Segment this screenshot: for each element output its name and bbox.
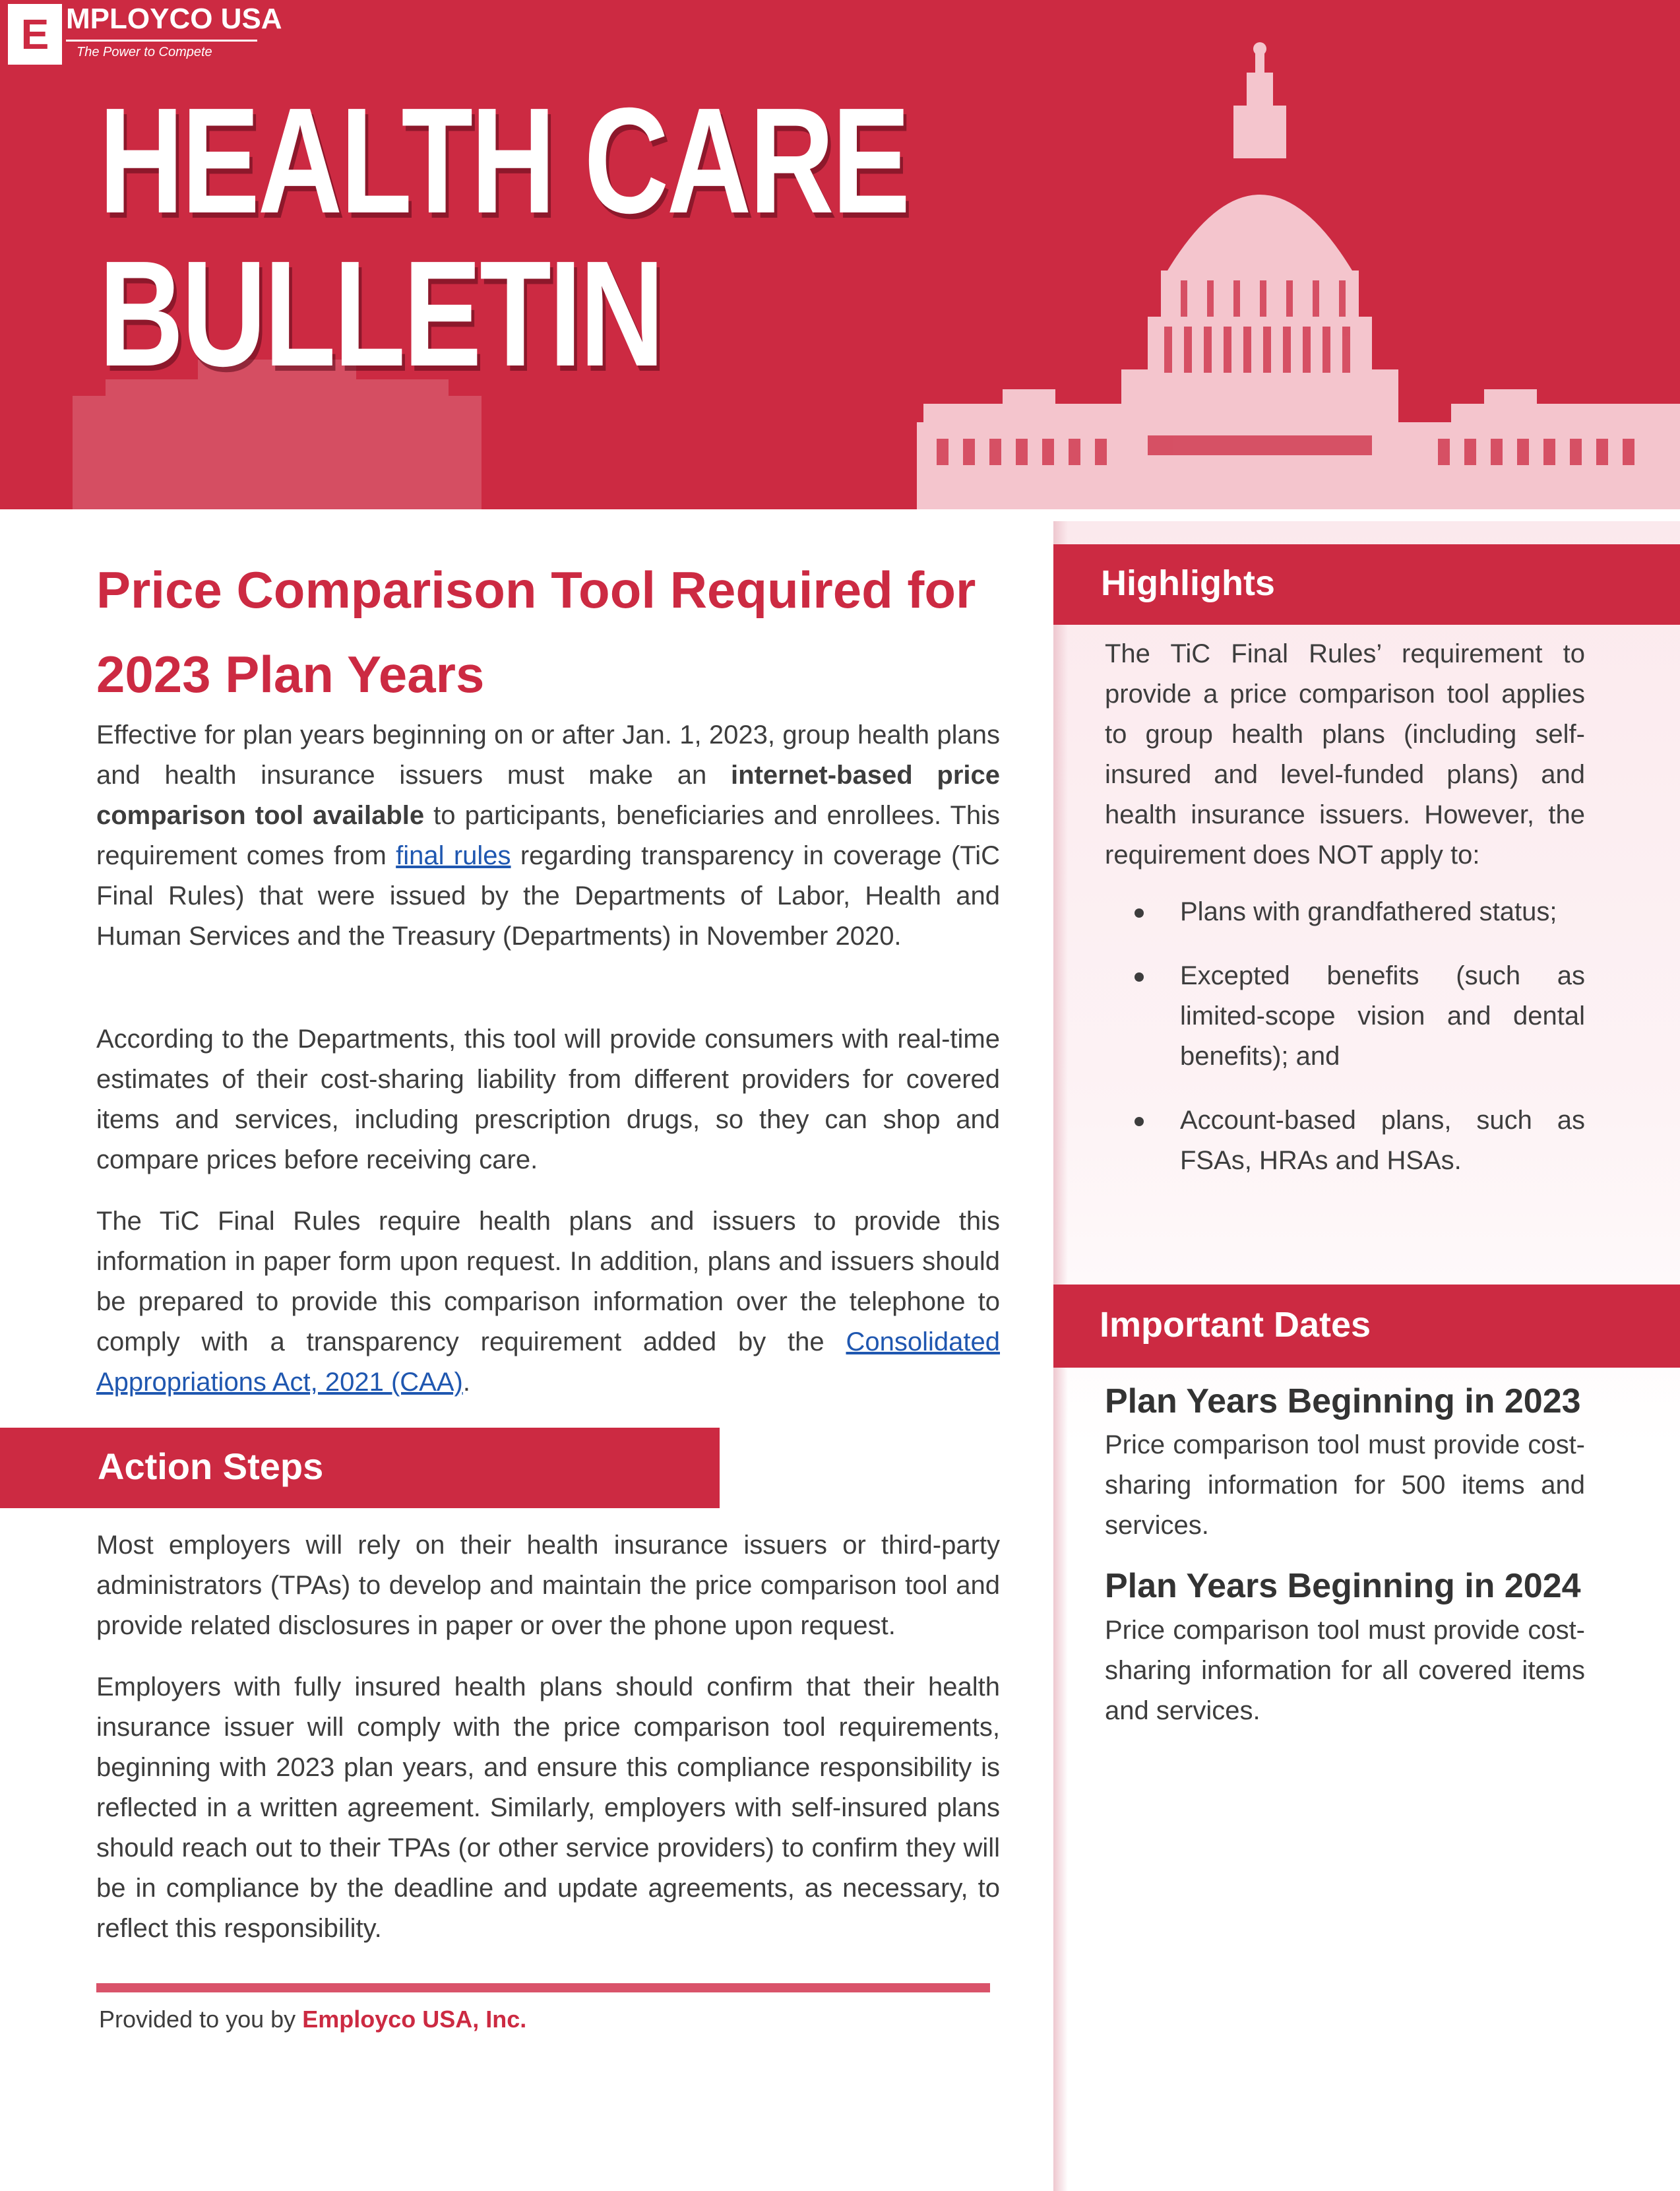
list-item: Plans with grandfathered status; (1105, 892, 1585, 932)
caa-link[interactable]: Consolidated Appropriations Act, 2021 (CAA) (96, 1327, 1000, 1397)
list-item: Excepted benefits (such as limited-scope vision and dental benefits); and (1105, 956, 1585, 1077)
action-steps-header (0, 1428, 720, 1508)
action-paragraph-1: Most employers will rely on their health insurance issuers or third-party administrators (TPAs) to develop and maintain the price comparison tool and provide related disclosures in paper or over the phone upon request. (96, 1531, 1000, 1640)
date-text-2023: Price comparison tool must provide cost-sharing information for 500 items and services. (1105, 1430, 1585, 1540)
bullet-icon (1135, 1117, 1144, 1126)
article-paragraph-3: The TiC Final Rules require health plans and issuers to provide this information in paper form upon request. In addition, plans and issuers should be prepared to provide this comparison information over the telephone to comply with a transparency requirement added by the Consolidated Appropriations Act, 2021 (CAA). (96, 1207, 1000, 1397)
highlights-text: The TiC Final Rules’ requirement to provide a price comparison tool applies to group health plans (including self-insured and level-funded plans) and health insurance issuers. However, the requirement does NOT apply to: (1105, 639, 1585, 870)
final-rules-link[interactable]: final rules (396, 841, 511, 870)
important-dates-heading: Important Dates (1100, 1305, 1371, 1345)
date-heading-2024: Plan Years Beginning in 2024 (1105, 1567, 1581, 1605)
bulletin-title (99, 77, 908, 398)
emphasis-text: internet-based price comparison tool available (96, 761, 1000, 830)
article-paragraph-2: According to the Departments, this tool will provide consumers with real-time estimates of their cost-sharing liability from different providers for covered items and services, including prescription drugs, so they can shop and compare prices before receiving care. (96, 1025, 1000, 1174)
article-paragraph-1: Effective for plan years beginning on or after Jan. 1, 2023, group health plans and health insurance issuers must make an internet-based price comparison tool available to participants, beneficiaries and enrollees. This requirement comes from final rules regarding transparency in coverage (TiC Final Rules) that were issued by the Departments of Labor, Health and Human Services and the Treasury (Departments) in November 2020. (96, 720, 1001, 951)
logo-rule (66, 40, 257, 42)
date-text-2024: Price comparison tool must provide cost-sharing information for all covered items and services. (1105, 1616, 1585, 1725)
logo-name: MPLOYCO USA (66, 3, 282, 35)
date-heading-2023: Plan Years Beginning in 2023 (1105, 1382, 1581, 1420)
bullet-icon (1135, 972, 1144, 982)
bulletin-title-line2: BULLETIN (99, 230, 663, 398)
important-dates-header (1053, 1285, 1680, 1368)
exclusions-list (1105, 892, 1585, 1205)
action-paragraph-2: Employers with fully insured health plans should confirm that their health insurance issuer will comply with the price comparison tool requirements, beginning with 2023 plan years, and ensure this compliance responsibility is reflected in a written agreement. Similarly, employers with self-insured plans should reach out to their TPAs (or other service providers) to confirm they will be in compliance by the deadline and update agreements, as necessary, to reflect this responsibility. (96, 1672, 1000, 1943)
bullet-icon (1135, 908, 1144, 918)
list-item: Account-based plans, such as FSAs, HRAs and HSAs. (1105, 1100, 1585, 1181)
bulletin-title-line1: HEALTH CARE (99, 77, 908, 245)
logo-mark: E (8, 4, 62, 65)
footer-company: Employco USA, Inc. (302, 2006, 527, 2033)
article-title: Price Comparison Tool Required for 2023 Plan Years (96, 561, 976, 703)
footer-credit: Provided to you by Employco USA, Inc. (99, 2006, 527, 2033)
highlights-header (1053, 544, 1680, 625)
header-banner (0, 0, 1680, 509)
footer-divider (96, 1983, 990, 1992)
action-steps-heading: Action Steps (98, 1445, 324, 1487)
highlights-heading: Highlights (1101, 563, 1275, 603)
logo-tagline: The Power to Compete (77, 45, 212, 59)
